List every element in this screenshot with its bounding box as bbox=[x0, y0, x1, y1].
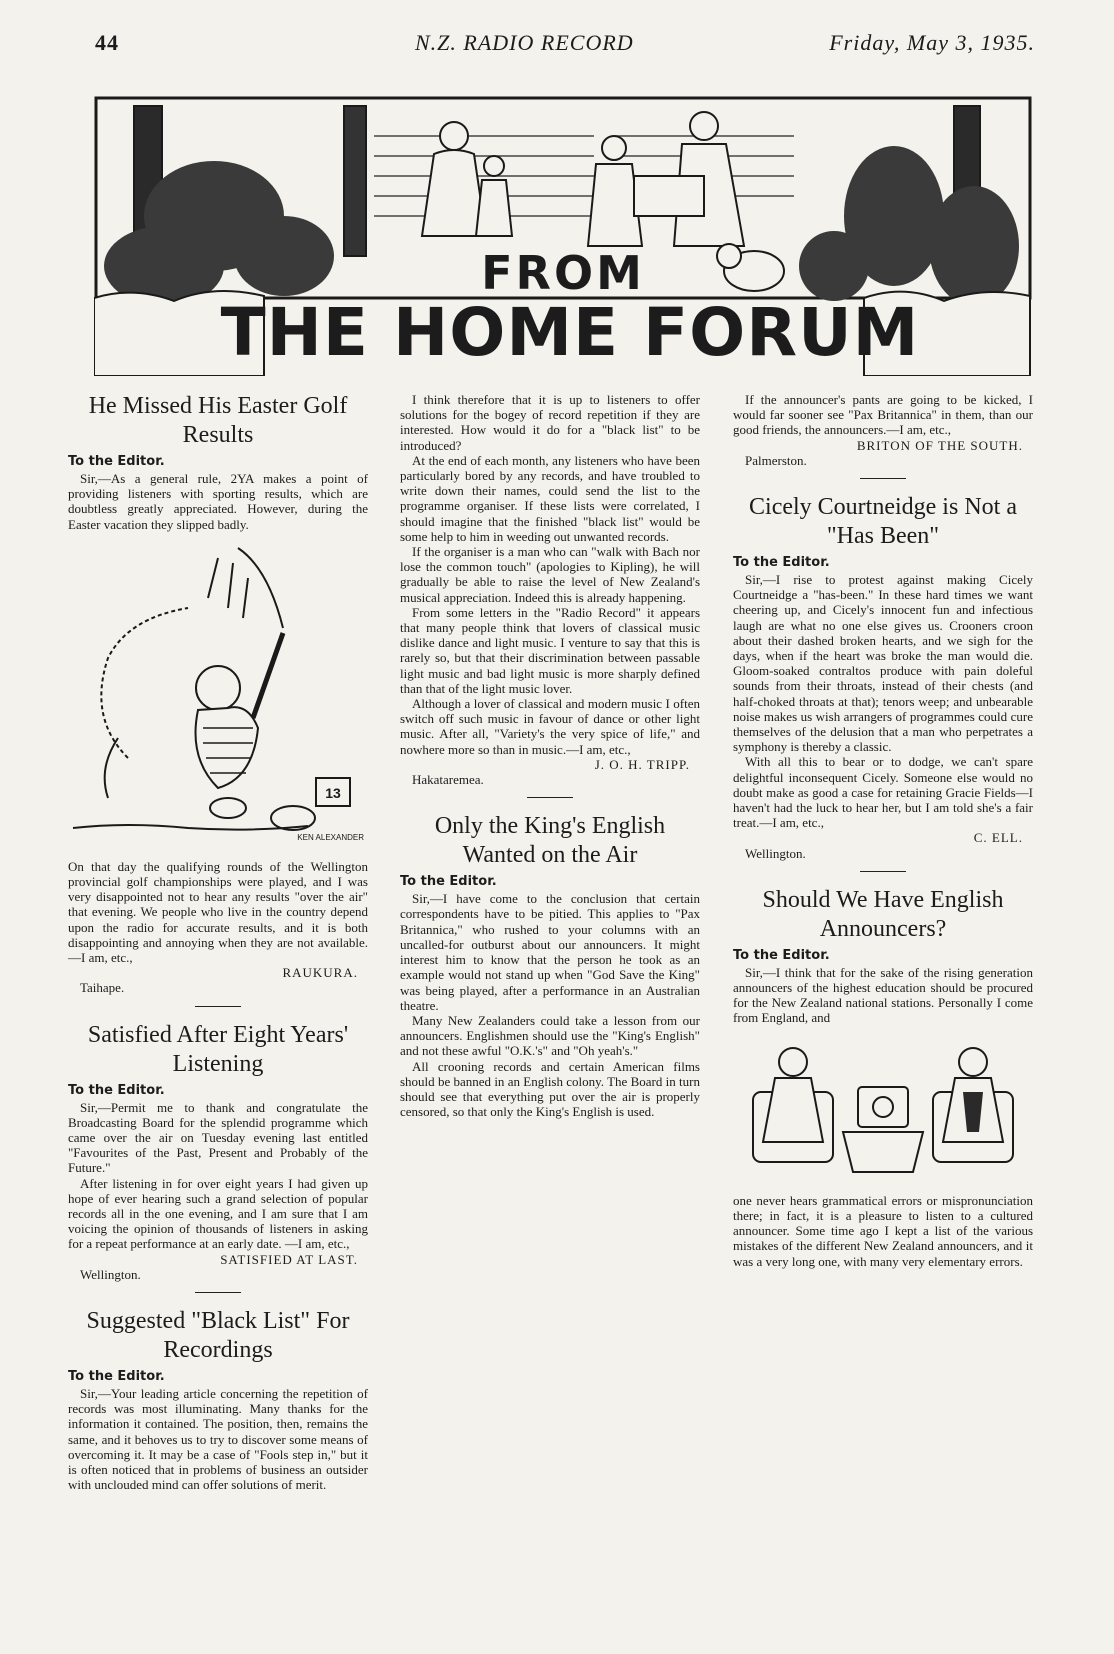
letter-paragraph: From some letters in the "Radio Record" it appears that many people think that lovers of classical music dislike dance and light music. I venture to say that this is rarely so, but that their discrimination between passable light music and bad light music is more sharply defined than that of the light music lover. bbox=[400, 604, 700, 696]
page-header bbox=[95, 30, 1035, 64]
letter-paragraph: Sir,—Permit me to thank and congratulate the Broadcasting Board for the splendid programme which came over the air on Tuesday evening last entitled "Favourites of the Past, Present and Probably of the Future." bbox=[68, 1099, 368, 1176]
divider bbox=[860, 478, 906, 479]
golfer-cartoon bbox=[68, 538, 368, 853]
column-1 bbox=[68, 392, 368, 1493]
letter-paragraph: I think therefore that it is up to listeners to offer solutions for the bogey of record repetition if they are interested. How would it do for a "black list" to be introduced? bbox=[400, 392, 700, 453]
letter-paragraph: After listening in for over eight years I had given up hope of ever hearing such a grand selection of popular records all in the one evening, and I am sure that I am voicing the opinion of thousands of listeners in asking for a repeat performance at an early date. —I am, etc., bbox=[68, 1175, 368, 1252]
letter-headline: He Missed His Easter Golf Results bbox=[88, 393, 348, 448]
to-the-editor: To the Editor. bbox=[68, 454, 165, 469]
letter-place: Palmerston. bbox=[745, 452, 807, 468]
letter-signature: C. ELL. bbox=[973, 830, 1023, 846]
letter-place: Taihape. bbox=[80, 980, 125, 996]
letter-paragraph: At the end of each month, any listeners who have been particularly bored by any records, and have troubled to write down their names, could send the list to the programme organiser. If these lists were correlated, I should imagine that the finished "black list" would be some help to him in weeding out unwanted records. bbox=[400, 452, 700, 544]
banner-from-text: FROM bbox=[481, 246, 645, 300]
letter-paragraph: On that day the qualifying rounds of the Wellington provincial golf championships were played, and I was very disappointed not to hear any results "over the air" that evening. We people who live in the country depend upon the radio for accurate results, and it is both disappointing and annoying when they are not available.—I am, etc., bbox=[68, 858, 368, 966]
divider bbox=[860, 871, 906, 872]
letter-signature: J. O. H. TRIPP. bbox=[594, 756, 690, 772]
hole-flag-number: 13 bbox=[325, 784, 341, 801]
letter-paragraph: Many New Zealanders could take a lesson from our announcers. Englishmen should use the "King's English" and not these awful "O.K.'s" and "Oh yeah's." bbox=[400, 1012, 700, 1059]
letter-headline: Should We Have English Announcers? bbox=[762, 886, 1004, 942]
letter-paragraph: Sir,—I think that for the sake of the rising generation announcers of the highest education should be procured for the New Zealand national stations. Personally I come from England, and bbox=[733, 964, 1033, 1026]
letter-paragraph: Sir,—Your leading article concerning the repetition of records was most illuminating. Many thanks for the information it contained. The position, then, remains the same, and it behoves us to try to discover some means of overcoming it. It may be a case of "Fools step in," but it is often noticed that in problems of business an outsider with unclouded mind can offer solutions of merit. bbox=[68, 1386, 368, 1493]
divider bbox=[527, 797, 573, 798]
letter-paragraph: Although a lover of classical and modern music I often switch off such music in favour of dance or other light music. After all, "Variety's the very spice of life," and nowhere more so than in music.—I am, etc., bbox=[400, 696, 700, 757]
letter-paragraph: Sir,—I rise to protest against making Cicely Courtneidge a "has-been." In these hard times we want cheering up, and Cicely's innocent fun and infectious laugh are what no one else gives us. Crooners croon about their dashed broken hearts, and we sigh for the days, when if the heart was broke the man would die. Gloom-soaked contraltos produce with pain doleful sounds from their throats, instead of their chests (and half-choked throats at that); tenors weep; and unbearable noise makes us wish arrangers of programmes could cure themselves of the delusion that a man who perpetrates a symphony is thereby a classic. bbox=[733, 572, 1033, 755]
letter-satisfied bbox=[68, 1021, 368, 1282]
to-the-editor: To the Editor. bbox=[68, 1082, 165, 1098]
letter-paragraph: With all this to bear or to dodge, we can't spare delightful inconsequent Cicely. Someone else would no doubt make as good a case for retaining Gracie Fields—I haven't had the luck to hear her, but I am told she's a fair treat.—I am, etc., bbox=[733, 754, 1033, 831]
issue-date: Friday, May 3, 1935. bbox=[829, 30, 1035, 55]
letter-headline: Only the King's English Wanted on the Air bbox=[434, 813, 666, 869]
letter-headline: Satisfied After Eight Years' Listening bbox=[87, 1021, 349, 1077]
letter-paragraph: If the organiser is a man who can "walk with Bach nor lose the common touch" (apologies to Kipling), he will gradually be able to raise the level of New Zealand's musical appreciation. Indeed this is already happening. bbox=[400, 544, 700, 605]
publication-title: N.Z. RADIO RECORD bbox=[415, 30, 634, 55]
letter-place: Hakataremea. bbox=[412, 772, 484, 788]
divider bbox=[195, 1292, 241, 1293]
letter-headline: Suggested "Black List" For Recordings bbox=[86, 1308, 350, 1364]
home-forum-banner bbox=[94, 96, 1032, 376]
divider bbox=[195, 1006, 241, 1007]
letter-black-list bbox=[68, 1307, 368, 1492]
to-the-editor: To the Editor. bbox=[733, 947, 830, 963]
letter-kings-english bbox=[400, 812, 700, 1119]
letter-courtneidge bbox=[733, 493, 1033, 861]
letter-paragraph: one never hears grammatical errors or mispronunciation there; in fact, it is a pleasure to listen to a cultured announcer. Some time ago I kept a list of the various mistakes of the different New Zealand announcers, and it was a very long one, with many very elementary errors. bbox=[733, 1192, 1033, 1269]
letter-paragraph: Sir,—I have come to the conclusion that certain correspondents have to be pitied. This applies to "Pax Britannica," who rushed to your columns with an uncalled-for outburst about our announcers. It might interest him to know that the person he took as an example would not stand up when "God Save the King" was being played, after a performance in an Australian theatre. bbox=[400, 891, 700, 1013]
letter-easter-golf bbox=[68, 392, 368, 996]
letter-paragraph: If the announcer's pants are going to be kicked, I would far sooner see "Pax Britannica" in them, than our good friends, the announcers.—I am, etc., bbox=[733, 392, 1033, 438]
letter-signature: RAUKURA. bbox=[282, 965, 358, 981]
letter-signature: BRITON OF THE SOUTH. bbox=[856, 437, 1023, 453]
page-number: 44 bbox=[95, 30, 119, 55]
to-the-editor: To the Editor. bbox=[733, 555, 830, 571]
letter-place: Wellington. bbox=[745, 845, 806, 861]
letter-place: Wellington. bbox=[80, 1266, 141, 1282]
letter-paragraph: Sir,—As a general rule, 2YA makes a point of providing listeners with sporting results, which are doubtless greatly appreciated. However, during the Easter vacation they slipped badly. bbox=[68, 471, 368, 532]
cartoonist-signature: KEN ALEXANDER bbox=[297, 832, 364, 842]
letter-signature: SATISFIED AT LAST. bbox=[220, 1251, 358, 1267]
letter-paragraph: All crooning records and certain American films should be banned in an English colony. The Board in turn should see that everything put over the air is properly censored, so that only the King's English is used. bbox=[400, 1058, 700, 1120]
letter-headline: Cicely Courtneidge is Not a "Has Been" bbox=[749, 494, 1017, 550]
radio-listeners-cartoon bbox=[733, 1032, 1033, 1187]
column-3 bbox=[733, 392, 1033, 1269]
to-the-editor: To the Editor. bbox=[400, 874, 497, 890]
to-the-editor: To the Editor. bbox=[68, 1369, 165, 1385]
banner-title-text: THE HOME FORUM bbox=[220, 294, 920, 371]
letter-announcers bbox=[733, 886, 1033, 1269]
column-2 bbox=[400, 392, 700, 1119]
